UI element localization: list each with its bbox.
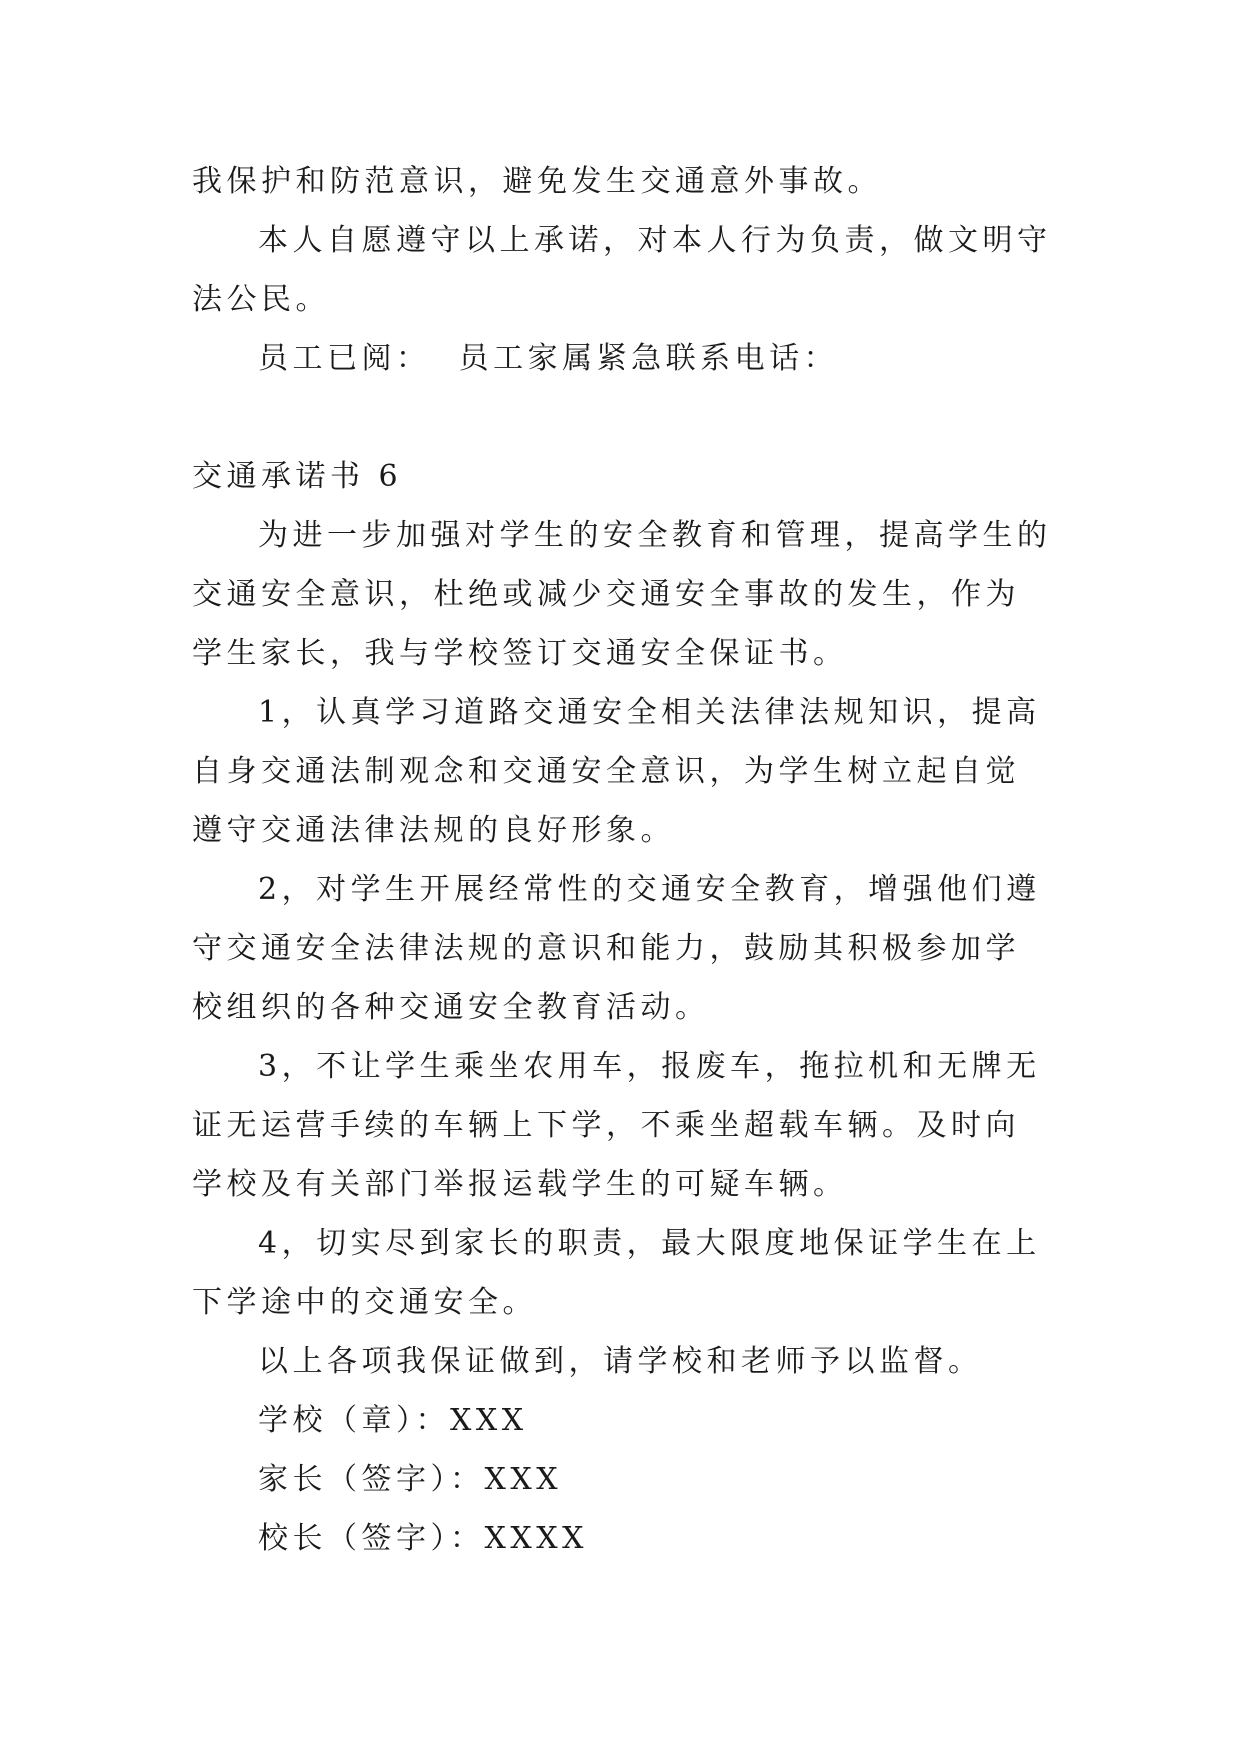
clause-3: 3，不让学生乘坐农用车，报废车，拖拉机和无牌无证无运营手续的车辆上下学，不乘坐超载车辆。及时向学校及有关部门举报运载学生的可疑车辆。: [192, 1049, 1041, 1202]
document-body: [192, 152, 1054, 1568]
section-title: 交通承诺书 6: [192, 459, 403, 494]
principal-signature-line: 校长（签字）：XXXX: [258, 1521, 588, 1556]
continuation-line: 我保护和防范意识，避免发生交通意外事故。: [192, 164, 882, 199]
commitment-paragraph: 本人自愿遵守以上承诺，对本人行为负责，做文明守法公民。: [192, 223, 1052, 317]
clause-1: 1，认真学习道路交通安全相关法律法规知识，提高自身交通法制观念和交通安全意识，为学生树立起自觉遵守交通法律法规的良好形象。: [192, 695, 1041, 848]
employee-read-line: 员工已阅： 员工家属紧急联系电话：: [258, 341, 839, 376]
parent-signature-line: 家长（签字）：XXX: [258, 1462, 563, 1497]
clause-2: 2，对学生开展经常性的交通安全教育，增强他们遵守交通安全法律法规的意识和能力，鼓励其积极参加学校组织的各种交通安全教育活动。: [192, 872, 1041, 1025]
blank-line: [192, 388, 1054, 447]
intro-paragraph: 为进一步加强对学生的安全教育和管理，提高学生的交通安全意识，杜绝或减少交通安全事故的发生，作为学生家长，我与学校签订交通安全保证书。: [192, 518, 1052, 671]
school-seal-line: 学校（章）：XXX: [258, 1403, 528, 1438]
clause-4: 4，切实尽到家长的职责，最大限度地保证学生在上下学途中的交通安全。: [192, 1226, 1041, 1320]
guarantee-line: 以上各项我保证做到，请学校和老师予以监督。: [258, 1344, 983, 1379]
